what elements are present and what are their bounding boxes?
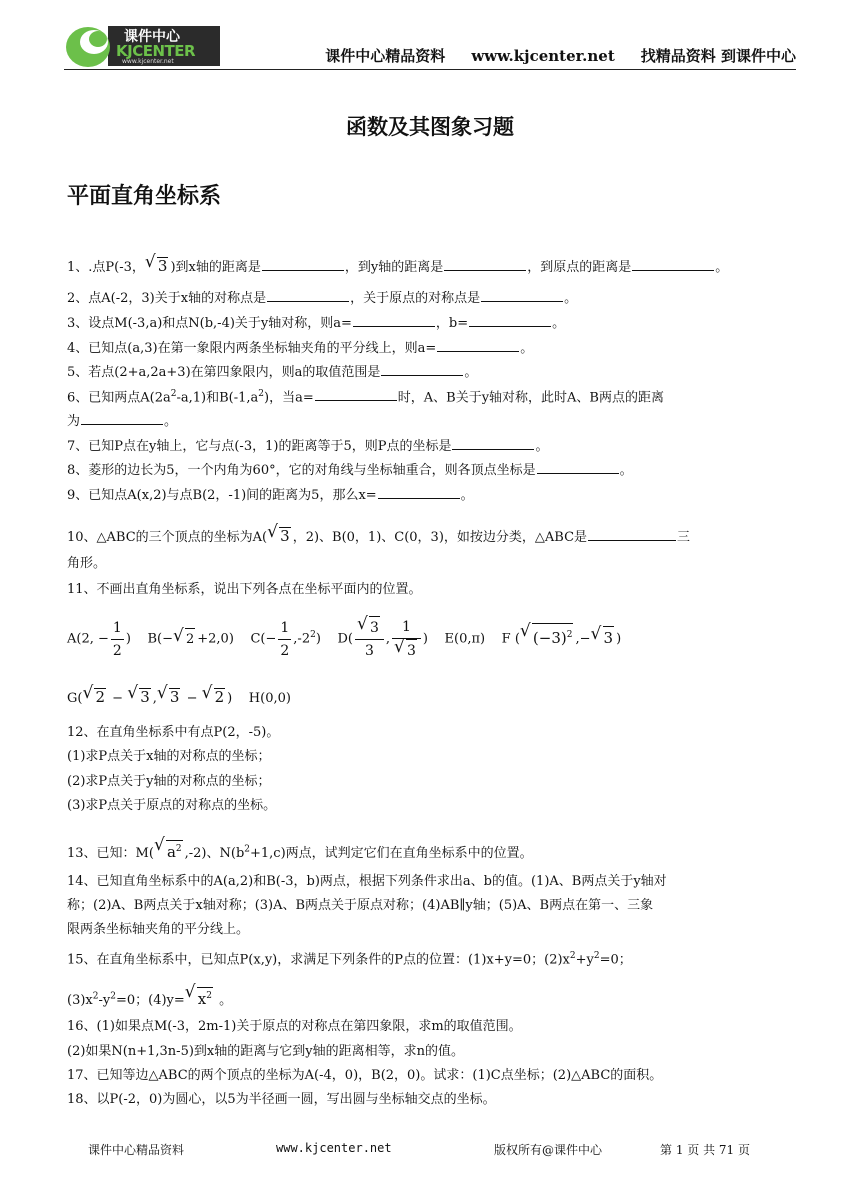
question-6-cont bbox=[67, 412, 177, 430]
q7-text-a: 7、已知P点在y轴上，它与点(-3，1)的距离等于5，则P点的坐标是 bbox=[67, 439, 452, 454]
q10-text-a: 10、△ABC的三个顶点的坐标为A( bbox=[67, 530, 268, 545]
sqrt-radicand: 3 bbox=[406, 639, 417, 662]
point-b-rest: +2,0) bbox=[197, 631, 234, 647]
q1-text-c: ，到y轴的距离是 bbox=[344, 260, 444, 275]
sqrt-radicand bbox=[197, 987, 213, 1007]
point-c-rest: ,-2 bbox=[293, 631, 311, 647]
q12-part-2-text: (2)求P点关于y轴的对称点的坐标； bbox=[67, 774, 271, 789]
superscript: 2 bbox=[110, 991, 116, 1002]
answer-blank[interactable] bbox=[537, 461, 619, 474]
question-18 bbox=[67, 1092, 496, 1108]
question-5 bbox=[67, 363, 477, 381]
sqrt-radicand: 2 bbox=[185, 628, 195, 651]
question-9 bbox=[67, 486, 474, 504]
sqrt-3 bbox=[127, 688, 151, 705]
question-14-line-2 bbox=[67, 898, 653, 914]
question-6 bbox=[67, 386, 664, 406]
q12-text: 12、在直角坐标系中有点P(2，-5)。 bbox=[67, 725, 280, 740]
document-title: 函数及其图象习题 bbox=[346, 115, 514, 139]
q10-text-b: ，2)、B(0，1)、C(0，3)，如按边分类，△ABC是 bbox=[292, 530, 588, 545]
logo-url-text: www.kjcenter.net bbox=[122, 58, 174, 65]
q2-text-c: 。 bbox=[564, 291, 578, 306]
q6-text-c: )，当a= bbox=[264, 390, 314, 406]
q15-text-e: -y bbox=[98, 993, 111, 1008]
point-e-label: E(0,π) bbox=[444, 631, 486, 647]
answer-blank[interactable] bbox=[632, 258, 714, 271]
question-16-part-2 bbox=[67, 1044, 464, 1060]
answer-blank[interactable] bbox=[452, 437, 534, 450]
frac-num: 1 bbox=[111, 617, 124, 640]
q1-text-a: 1、.点P(-3， bbox=[67, 260, 145, 275]
question-3 bbox=[67, 314, 565, 332]
question-13 bbox=[67, 840, 533, 862]
answer-blank[interactable] bbox=[588, 528, 676, 541]
superscript: 2 bbox=[244, 844, 250, 855]
sqrt-radicand: 2 bbox=[95, 688, 106, 706]
superscript: 2 bbox=[258, 389, 265, 399]
q12-part-3-text: (3)求P点关于原点的对称点的坐标。 bbox=[67, 798, 277, 813]
q14-text-1: 14、已知直角坐标系中的A(a,2)和B(-3，b)两点，根据下列条件求出a、b的值。(1)A、B两点关于y轴对 bbox=[67, 874, 667, 889]
question-15 bbox=[67, 948, 632, 968]
question-14-line-1 bbox=[67, 874, 667, 890]
q2-text-a: 2、点A(-2，3)关于x轴的对称点是 bbox=[67, 291, 267, 306]
var-x: x bbox=[197, 990, 207, 1008]
frac-den bbox=[392, 639, 421, 662]
q15-text-c: =0； bbox=[599, 952, 632, 968]
frac-den: 2 bbox=[112, 642, 122, 659]
frac-den: 2 bbox=[280, 642, 290, 659]
superscript: 2 bbox=[566, 629, 573, 640]
header-site-link[interactable]: www.kjcenter.net bbox=[471, 47, 615, 65]
point-f-label: F bbox=[501, 631, 511, 647]
q14-text-2: 称；(2)A、B两点关于x轴对称；(3)A、B两点关于原点对称；(4)AB∥y轴；(5)A、B两点在第一、三象 bbox=[67, 898, 654, 913]
sqrt-2 bbox=[202, 688, 226, 705]
minus-sign: − bbox=[162, 631, 173, 647]
q11-points-row-2: G(√ 2 − √ 3 ,√ 3 − √ 2 ) H(0,0) bbox=[67, 688, 291, 707]
sqrt-3 bbox=[157, 688, 181, 705]
sqrt-3 bbox=[357, 616, 380, 639]
f-expr: (−3) bbox=[532, 628, 567, 647]
sqrt-3 bbox=[145, 257, 169, 274]
q13-text-a: 13、已知：M( bbox=[67, 846, 154, 861]
q16-text-2: (2)如果N(n+1,3n-5)到x轴的距离与它到y轴的距离相等，求n的值。 bbox=[67, 1044, 464, 1059]
answer-blank[interactable] bbox=[267, 289, 349, 302]
answer-blank[interactable] bbox=[381, 363, 463, 376]
q12-part-1-text: (1)求P点关于x轴的对称点的坐标； bbox=[67, 749, 271, 764]
sqrt-2 bbox=[82, 688, 106, 705]
q5-text-a: 5、若点(2+a,2a+3)在第四象限内，则a的取值范围是 bbox=[67, 365, 381, 380]
q5-text-b: 。 bbox=[464, 365, 478, 380]
q3-text-c: 。 bbox=[552, 316, 566, 331]
q9-text-b: 。 bbox=[460, 488, 474, 503]
frac-den: 3 bbox=[364, 643, 374, 659]
sqrt-3 bbox=[394, 639, 417, 662]
superscript: 2 bbox=[175, 844, 182, 854]
answer-blank[interactable] bbox=[437, 339, 519, 352]
header-slogan bbox=[0, 45, 796, 66]
frac-num: 1 bbox=[278, 617, 291, 640]
q1-text-d: ，到原点的距离是 bbox=[527, 260, 632, 275]
footer-left: 课件中心精品资料 bbox=[88, 1143, 185, 1157]
q13-text-c: +1,c)两点，试判定它们在直角坐标系中的位置。 bbox=[250, 846, 533, 861]
question-4 bbox=[67, 339, 533, 357]
sqrt-radicand bbox=[166, 840, 183, 860]
question-12-part-2 bbox=[67, 774, 271, 790]
footer-page-number: 第 1 页 共 71 页 bbox=[660, 1143, 750, 1157]
q4-text-a: 4、已知点(a,3)在第一象限内两条坐标轴夹角的平分线上，则a= bbox=[67, 341, 437, 356]
var-a: a bbox=[166, 843, 176, 861]
answer-blank[interactable] bbox=[378, 486, 460, 499]
sqrt-a-squared bbox=[154, 840, 183, 860]
frac-num bbox=[355, 616, 384, 640]
question-14-line-3 bbox=[67, 922, 249, 938]
minus-sign: − bbox=[112, 691, 124, 706]
sqrt-x-squared bbox=[185, 987, 213, 1007]
sqrt-radicand bbox=[532, 623, 574, 649]
sqrt-3 bbox=[267, 527, 291, 544]
q15-text-f: =0；(4)y= bbox=[115, 993, 185, 1008]
q15-text-a: 15、在直角坐标系中，已知点P(x,y)，求满足下列条件的P点的位置：(1)x+y=0；(2)x bbox=[67, 952, 570, 968]
minus-sign: − bbox=[265, 631, 277, 647]
q6-text-a: 6、已知两点A(2a bbox=[67, 390, 171, 406]
sqrt-2 bbox=[173, 628, 195, 651]
sqrt-radicand: 3 bbox=[280, 527, 290, 545]
q8-text-b: 。 bbox=[619, 463, 633, 478]
question-1 bbox=[67, 257, 728, 276]
minus-sign: − bbox=[186, 691, 198, 706]
question-15-cont bbox=[67, 987, 232, 1009]
question-12-part-1 bbox=[67, 749, 271, 765]
q13-text-b: ,-2)、N(b bbox=[184, 846, 245, 861]
q3-text-b: ，b= bbox=[435, 316, 469, 331]
point-c-label: C( bbox=[250, 631, 266, 647]
fraction-sqrt3-over-3 bbox=[355, 616, 384, 662]
point-h-label: H(0,0) bbox=[248, 691, 291, 706]
q6-text-b: -a,1)和B(-1,a bbox=[176, 390, 259, 406]
superscript: 2 bbox=[569, 951, 576, 961]
question-12 bbox=[67, 725, 279, 741]
superscript: 2 bbox=[170, 389, 177, 399]
sqrt-radicand: 3 bbox=[157, 257, 168, 275]
sqrt-radicand: 2 bbox=[214, 688, 225, 706]
sqrt-expr bbox=[520, 623, 574, 649]
q15-text-b: +y bbox=[575, 952, 594, 968]
q7-text-b: 。 bbox=[535, 439, 549, 454]
fraction-one-half bbox=[111, 617, 124, 662]
q10-text-d: 角形。 bbox=[67, 556, 107, 571]
answer-blank[interactable] bbox=[315, 388, 397, 401]
answer-blank[interactable] bbox=[481, 289, 563, 302]
q15-text-g: 。 bbox=[219, 993, 233, 1008]
q15-text-d: (3)x bbox=[67, 993, 93, 1008]
q14-text-3: 限两条坐标轴夹角的平分线上。 bbox=[67, 922, 250, 937]
logo-chinese-text: 课件中心 bbox=[124, 29, 180, 45]
sqrt-3 bbox=[591, 626, 615, 649]
question-10-cont bbox=[67, 556, 106, 572]
superscript: 2 bbox=[310, 630, 316, 641]
superscript: 2 bbox=[206, 991, 212, 1001]
question-2 bbox=[67, 289, 577, 307]
point-g-label: G( bbox=[67, 691, 83, 706]
answer-blank[interactable] bbox=[262, 258, 344, 271]
question-17 bbox=[67, 1068, 662, 1084]
q18-text: 18、以P(-2，0)为圆心，以5为半径画一圆，写出圆与坐标轴交点的坐标。 bbox=[67, 1092, 496, 1107]
fraction-1-over-sqrt3 bbox=[392, 616, 421, 662]
sqrt-radicand: 3 bbox=[169, 688, 180, 706]
minus-sign: − bbox=[579, 631, 591, 647]
fraction-one-half bbox=[278, 617, 291, 662]
footer-copyright: 版权所有@课件中心 bbox=[494, 1143, 603, 1157]
superscript: 2 bbox=[593, 951, 600, 961]
q1-text-e: 。 bbox=[715, 260, 729, 275]
question-11 bbox=[67, 582, 422, 598]
q1-text-b: )到x轴的距离是 bbox=[170, 260, 261, 275]
point-d-label: D( bbox=[337, 631, 353, 647]
sqrt-radicand: 3 bbox=[369, 616, 380, 639]
q6-text-f: 。 bbox=[164, 414, 178, 429]
question-8 bbox=[67, 461, 633, 479]
q16-text-1: 16、(1)如果点M(-3，2m-1)关于原点的对称点在第四象限，求m的取值范围。 bbox=[67, 1019, 522, 1034]
question-7 bbox=[67, 437, 548, 455]
header-divider bbox=[64, 69, 796, 70]
q4-text-b: 。 bbox=[520, 341, 534, 356]
minus-sign: − bbox=[98, 631, 109, 647]
frac-num: 1 bbox=[392, 616, 421, 639]
superscript: 2 bbox=[92, 991, 99, 1002]
q17-text: 17、已知等边△ABC的两个顶点的坐标为A(-4，0)，B(2，0)。试求：(1)C点坐标；(2)△ABC的面积。 bbox=[67, 1068, 663, 1083]
q6-text-d: 时，A、B关于y轴对称，此时A、B两点的距离 bbox=[397, 390, 664, 406]
sqrt-radicand: 3 bbox=[140, 688, 150, 706]
section-heading: 平面直角坐标系 bbox=[67, 184, 222, 209]
question-16-part-1 bbox=[67, 1019, 522, 1035]
point-a-label: A(2, bbox=[67, 631, 94, 647]
q6-text-e: 为 bbox=[67, 414, 81, 429]
q8-text-a: 8、菱形的边长为5，一个内角为60°，它的对角线与坐标轴重合，则各顶点坐标是 bbox=[67, 463, 536, 478]
question-12-part-3 bbox=[67, 798, 276, 814]
q9-text-a: 9、已知点A(x,2)与点B(2，-1)间的距离为5，那么x= bbox=[67, 488, 377, 503]
header-slogan-left: 课件中心精品资料 bbox=[325, 47, 446, 65]
q3-text-a: 3、设点M(-3,a)和点N(b,-4)关于y轴对称，则a= bbox=[67, 316, 352, 331]
answer-blank[interactable] bbox=[444, 258, 526, 271]
answer-blank[interactable] bbox=[469, 314, 551, 327]
footer-site[interactable]: www.kjcenter.net bbox=[276, 1141, 392, 1155]
q11-text: 11、不画出直角坐标系，说出下列各点在坐标平面内的位置。 bbox=[67, 582, 422, 597]
q11-points-row-1: A(2, − $\frac{1}{2}$ ) B(−√ 2 +2,0) C(− $\frac{1}{2}$ $,-2^2$) D( √ $\frac{3}{3}$ , 1 √ 3 ) E(0,π) F (√ $(-3)^2$ ,−√ 3 ) bbox=[67, 616, 621, 662]
answer-blank[interactable] bbox=[81, 412, 163, 425]
q10-text-c: 三 bbox=[677, 530, 691, 545]
question-10 bbox=[67, 527, 690, 546]
point-b-label: B( bbox=[147, 631, 163, 647]
sqrt-radicand: 3 bbox=[603, 626, 615, 649]
q2-text-b: ，关于原点的对称点是 bbox=[350, 291, 481, 306]
logo-english-text: KJCENTER bbox=[116, 42, 196, 60]
header-slogan-right: 找精品资料 到课件中心 bbox=[640, 47, 796, 65]
answer-blank[interactable] bbox=[353, 314, 435, 327]
